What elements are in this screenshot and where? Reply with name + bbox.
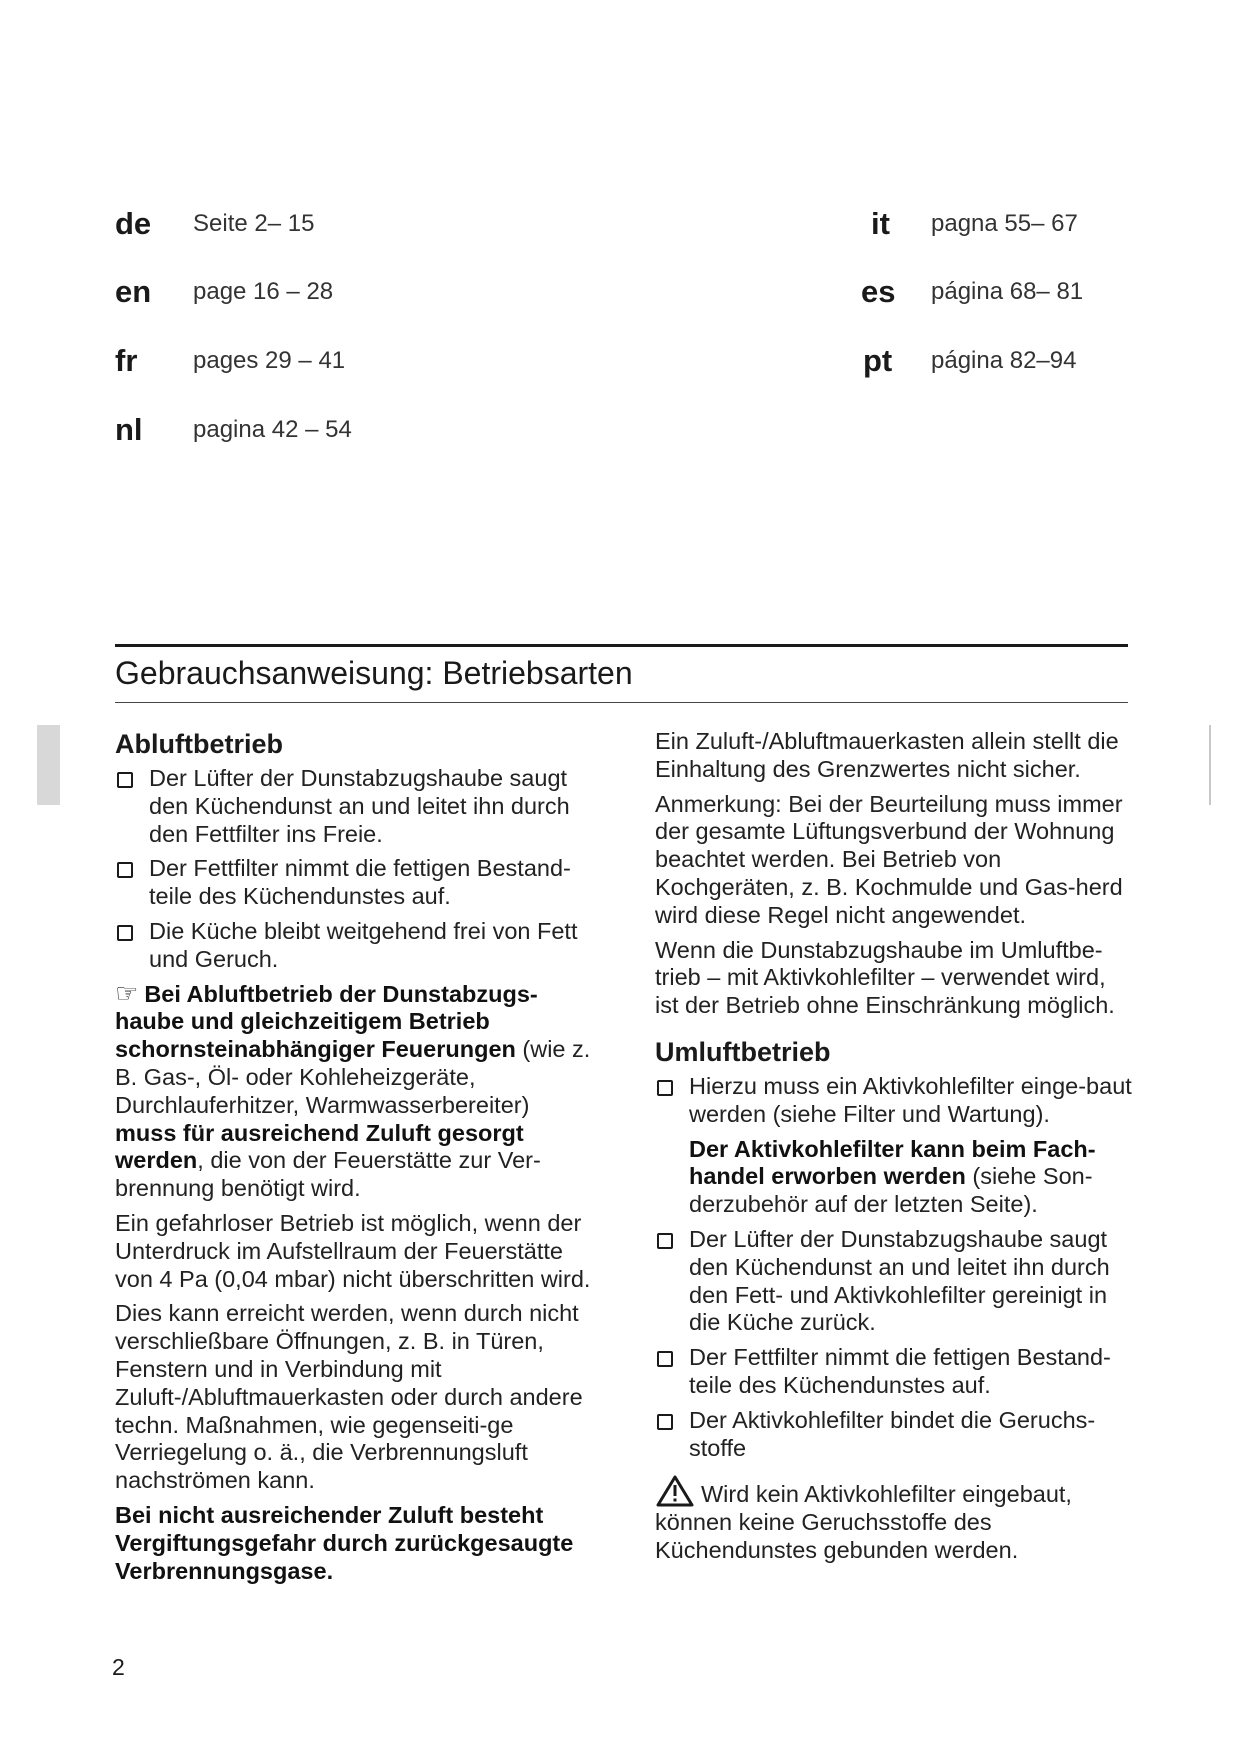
lang-pages: página 82–94 [931,347,1077,374]
title-rule-bottom [115,702,1128,703]
lang-code: fr [115,343,138,378]
title-rule-top [115,644,1128,647]
checkbox-bullet-icon [657,1233,673,1249]
lang-pages: pagna 55– 67 [931,210,1078,237]
checkbox-bullet-icon [117,925,133,941]
checkbox-bullet-icon [657,1351,673,1367]
lang-pages: page 16 – 28 [193,278,334,305]
lang-pages: página 68– 81 [931,278,1084,305]
lang-code: pt [863,343,893,378]
warning-triangle-icon [655,1474,695,1508]
paragraph: Wenn die Dunstabzugshaube im Umluftbe-trieb – mit Aktivkohlefilter – verwendet wird, ist der Betrieb ohne Einschränkung möglich. [655,936,1115,1019]
page-number: 2 [112,1654,125,1680]
lang-code: es [861,274,896,309]
checkbox-bullet-icon [657,1080,673,1096]
margin-line-marker [1209,725,1211,805]
list-item: Der Aktivkohlefilter bindet die Geruchs-stoffe [655,1407,1135,1463]
list-item: Hierzu muss ein Aktivkohlefilter einge-baut werden (siehe Filter und Wartung). [655,1073,1135,1129]
list-item: Der Lüfter der Dunstabzugshaube saugt den Küchendunst an und leitet ihn durch den Fettfilter ins Freie. [115,765,595,848]
lang-code: de [115,206,152,241]
list-item: Der Fettfilter nimmt die fettigen Bestand-teile des Küchendunstes auf. [115,855,595,911]
note-text-1: (wie z. B. Gas-, Öl- oder Kohleheizgeräte, Durchlauferhitzer, Warmwasserbereiter) [115,1036,591,1118]
paragraph: Ein Zuluft-/Abluftmauerkasten allein stellt die Einhaltung des Grenzwertes nicht sicher. [655,728,1119,782]
lang-code: en [115,274,152,309]
lang-pages: pages 29 – 41 [193,347,346,374]
paragraph: Ein gefahrloser Betrieb ist möglich, wenn der Unterdruck im Aufstellraum der Feuerstätte von 4 Pa (0,04 mbar) nicht überschritten wird. [115,1209,591,1292]
heading-umluftbetrieb: Umluftbetrieb [655,1036,831,1067]
right-column [655,728,1135,1572]
note-text-2: , die von der Feuerstätte zur Ver-brennung benötigt wird. [115,1147,541,1202]
paragraph: Anmerkung: Bei der Beurteilung muss immer der gesamte Lüftungsverbund der Wohnung beachtet werden. Bei Betrieb von Kochgeräten, z. B. Kochmulde und Gas-herd wird diese Regel nicht angewendet. [655,790,1123,928]
warning-paragraph: Bei nicht ausreichender Zuluft besteht Vergiftungsgefahr durch zurückgesaugte Verbrennungsgase. [115,1501,574,1584]
left-column [115,728,595,1592]
warning-note: Wird kein Aktivkohlefilter eingebaut, können keine Geruchsstoffe des Küchendunstes gebunden werden. [655,1474,1135,1564]
list-item: Der Fettfilter nimmt die fettigen Bestand-teile des Küchendunstes auf. [655,1344,1135,1400]
lang-code: it [871,206,890,241]
lang-pages: Seite 2– 15 [193,210,315,237]
list-item: Der Lüfter der Dunstabzugshaube saugt den Küchendunst an und leitet ihn durch den Fett- und Aktivkohlefilter gereinigt in die Küche zurück. [655,1226,1135,1337]
heading-abluftbetrieb: Abluftbetrieb [115,729,283,759]
note-bold-1: Bei Abluftbetrieb der Dunstabzugs-haube und gleichzeitigem Betrieb schornsteinabhängiger Feuerungen [115,980,538,1063]
checkbox-bullet-icon [117,772,133,788]
checkbox-bullet-icon [117,862,133,878]
paragraph: Dies kann erreicht werden, wenn durch nicht verschließbare Öffnungen, z. B. in Türen, Fenstern und in Verbindung mit Zuluft-/Abluftmauerkasten oder durch andere techn. Maßnahmen, wie gegenseiti-ge Verriegelung o. ä., die Verbrennungsluft nachströmen kann. [115,1300,583,1494]
page-title: Gebrauchsanweisung: Betriebsarten [115,655,633,691]
pointing-hand-icon: ☞ [115,977,139,1008]
note-bold-2: muss für ausreichend Zuluft gesorgt werden [115,1119,524,1174]
checkbox-bullet-icon [657,1414,673,1430]
lang-pages: pagina 42 – 54 [193,416,352,443]
list-item: Die Küche bleibt weitgehend frei von Fett und Geruch. [115,918,595,974]
sub-paragraph: Der Aktivkohlefilter kann beim Fach-handel erworben werden (siehe Son-derzubehör auf der letzten Seite). [689,1135,1096,1218]
margin-tab-marker [37,725,60,805]
note-paragraph [115,977,595,1203]
lang-code: nl [115,412,143,447]
